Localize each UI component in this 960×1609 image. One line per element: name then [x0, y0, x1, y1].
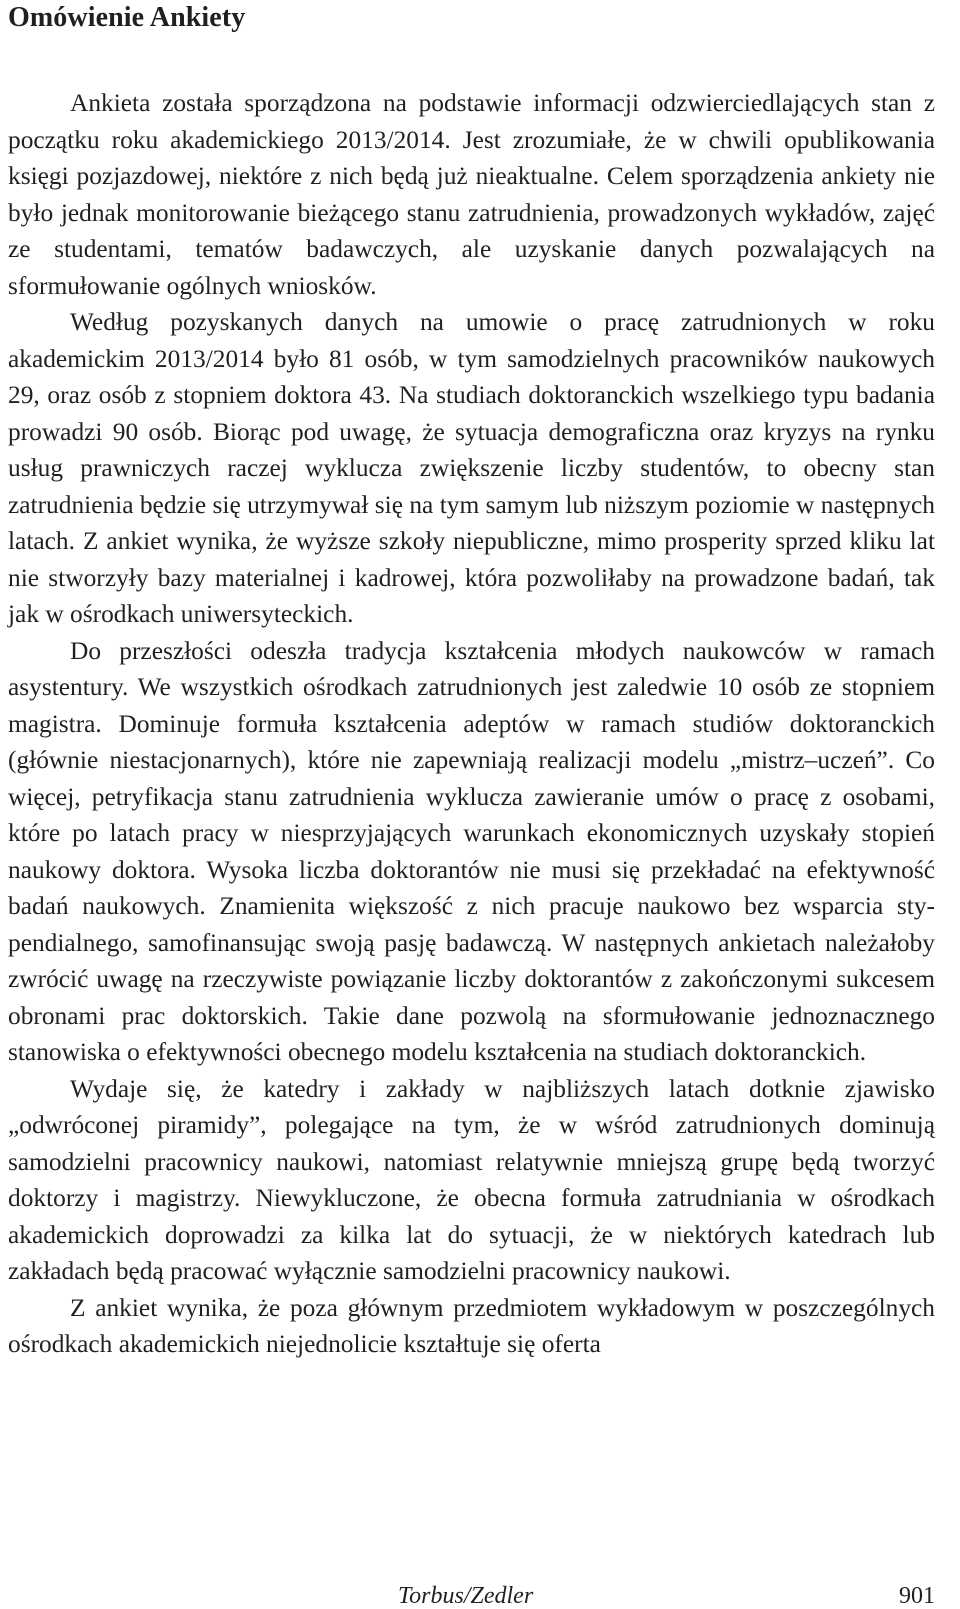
page-number: 901	[899, 1583, 935, 1609]
paragraph-doctoral-training: Do przeszłości odeszła tradycja kształcenia młodych naukowców w ramach asystentury. We wszystkich ośrodkach zatrudnionych jest zaledwie 10 osób ze stopniem magistra. Dominuje formuła kształcenia adeptów w ramach studiów doktoranckich (głównie niestacjonarnych), które nie zapewniają realizacji modelu „mistrz–uczeń”. Co więcej, petryfikacja stanu zatrudnienia wyklucza zawieranie umów o pracę z osobami, które po latach pracy w niesprzyjających warunkach ekonomicznych uzyskały stopień naukowy doktora. Wysoka liczba doktorantów nie musi się przekładać na efektywność badań naukowych. Znamienita większość z nich pracuje naukowo bez wsparcia stypendialnego, samofinansując swoją pasję badawczą. W następnych ankietach należałoby zwrócić uwagę na rzeczywiste powiązanie liczby doktorantów z zakończonymi sukcesem obronami prac doktorskich. Takie dane pozwolą na sformułowanie jednoznacznego stanowiska o efektywności obecnego modelu kształcenia na studiach doktoranckich.	[8, 636, 935, 1066]
running-head: Torbus/Zedler	[398, 1583, 534, 1609]
page-footer	[8, 1583, 935, 1609]
body-text	[8, 85, 935, 1363]
paragraph-inverted-pyramid: Wydaje się, że katedry i zakłady w najbliższych latach dotknie zjawisko „odwróconej piramidy”, polegające na tym, że w wśród zatrudnionych dominują samodzielni pracownicy naukowi, natomiast relatywnie mniejszą grupę będą tworzyć doktorzy i magistrzy. Niewykluczone, że obecna formuła zatrudniania w ośrodkach akademickich doprowadzi za kilka lat do sytuacji, że w niektórych katedrach lub zakładach będą pracować wyłącznie samodzielni pracownicy naukowi.	[8, 1074, 935, 1285]
paragraph-teaching-offer: Z ankiet wynika, że poza głównym przedmiotem wykładowym w poszczególnych ośrodkach akademickich niejednolicie kształtuje się oferta	[8, 1293, 935, 1358]
paragraph-survey-purpose: Ankieta została sporządzona na podstawie informacji odzwierciedlających stan z początku roku akademickiego 2013/2014. Jest zrozumiałe, że w chwili opublikowania księgi pozjazdowej, niektóre z nich będą już nieaktualne. Celem sporządzenia ankiety nie było jednak monitorowanie bieżącego stanu zatrudnienia, prowadzonych wykładów, zajęć ze studentami, tematów badawczych, ale uzyskanie danych pozwalających na sformułowanie ogólnych wniosków.	[8, 89, 935, 300]
document-page	[8, 0, 935, 1609]
paragraph-employment-data: Według pozyskanych danych na umowie o pracę zatrudnionych w roku akademickim 2013/2014 było 81 osób, w tym samodzielnych pracowników naukowych 29, oraz osób z stopniem doktora 43. Na studiach doktoranckich wszelkiego typu badania prowadzi 90 osób. Biorąc pod uwagę, że sytuacja demograficzna oraz kryzys na rynku usług prawniczych raczej wyklucza zwiększenie liczby studentów, to obecny stan zatrudnienia będzie się utrzymywał się na tym samym lub niższym poziomie w następnych latach. Z ankiet wynika, że wyższe szkoły niepubliczne, mimo prosperity sprzed kliku lat nie stworzyły bazy materialnej i kadrowej, która pozwoliłaby na prowadzone badań, tak jak w ośrodkach uniwersyteckich.	[8, 308, 935, 628]
section-heading: Omówienie Ankiety	[8, 2, 246, 33]
